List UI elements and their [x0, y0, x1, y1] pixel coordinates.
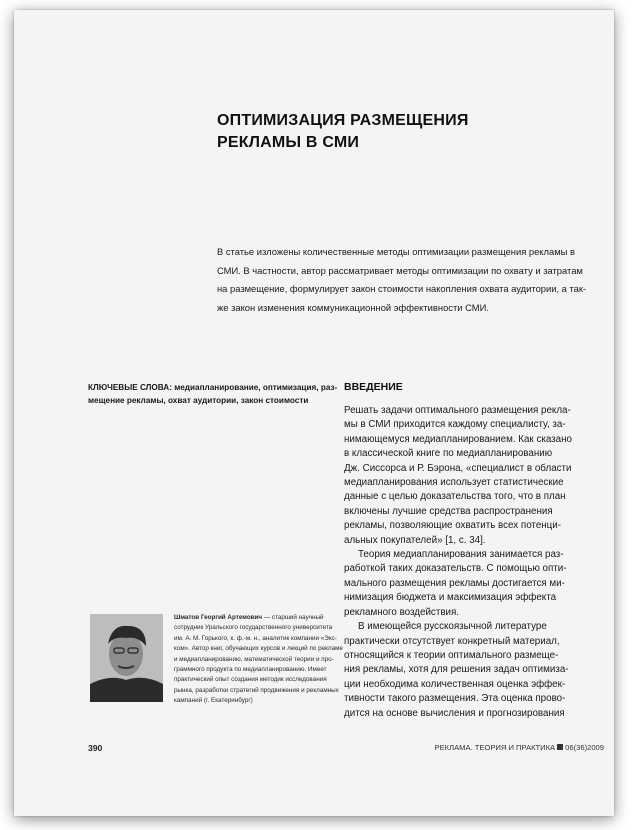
journal-issue: 06(36)2009: [565, 743, 604, 752]
journal-page: [14, 10, 614, 816]
abstract-line: СМИ. В частности, автор рассматривает методы оптимизации по охвату и затратам: [217, 264, 583, 276]
body-line: рекламного воздействия.: [344, 606, 460, 618]
article-body: [344, 404, 599, 721]
keywords-line: КЛЮЧЕВЫЕ СЛОВА: медиапланирование, оптимизация, раз-: [88, 383, 338, 392]
author-bio-line: и медиапланированию, математической теории и про-: [174, 655, 334, 663]
abstract-line: же закон изменения коммуникационной эффективности СМИ.: [217, 301, 489, 313]
author-portrait-image: [90, 614, 163, 702]
page-number: 390: [88, 743, 103, 753]
body-line: Дж. Сиссорса и Р. Бэрона, «специалист в области: [344, 462, 572, 474]
author-bio-line: практический опыт создания методик исследования: [174, 676, 327, 684]
journal-name: РЕКЛАМА. ТЕОРИЯ И ПРАКТИКА: [434, 743, 556, 752]
journal-footer: [414, 743, 604, 752]
author-bio-line: рынка, разработки стратегий продвижения и рекламных: [174, 686, 339, 694]
body-line: ции необходима количественная оценка эффек-: [344, 678, 566, 690]
body-line: медиапланирования использует статистические: [344, 477, 564, 489]
author-bio-line: сотрудник Уральского государственного университета: [174, 624, 333, 632]
body-line: мального размещения рекламы достигается ми-: [344, 577, 565, 589]
body-line: дится на основе вычисления и прогнозирования: [344, 707, 565, 719]
body-line: работкой таких доказательств. С помощью опти-: [344, 563, 567, 575]
author-bio-line: граммного продукта по медиапланированию. Имеет: [174, 666, 327, 674]
author-bio-line: кампаний (г. Екатеринбург): [174, 697, 253, 705]
title-line: РЕКЛАМЫ В СМИ: [217, 134, 360, 151]
keywords: [88, 382, 338, 407]
body-line: альных покупателей» [1, с. 34].: [344, 534, 486, 546]
article-title: [217, 110, 597, 154]
abstract-line: В статье изложены количественные методы оптимизации размещения рекламы в: [217, 246, 575, 257]
body-line: данные с целью доказательства того, что в план: [344, 491, 566, 503]
author-bio-line-rest: — старший научный: [262, 614, 324, 621]
author-name: Шматов Георгий Артемович — старший научный: [174, 614, 324, 621]
keywords-line: мещение рекламы, охват аудитории, закон стоимости: [88, 395, 309, 405]
title-line: ОПТИМИЗАЦИЯ РАЗМЕЩЕНИЯ: [217, 112, 469, 129]
body-line: ния рекламы, хотя для решения задач оптимиза-: [344, 664, 569, 676]
body-line: Теория медиапланирования занимается раз-: [358, 549, 564, 561]
article-abstract: [217, 243, 605, 317]
body-line: в классической книге по медиапланированию: [344, 448, 553, 460]
abstract-line: на размещение, формулирует закон стоимости накопления охвата аудитории, а так-: [217, 283, 587, 295]
body-line: нимающемуся медиапланированием. Как сказано: [344, 433, 572, 445]
body-line: относящийся к теории оптимального размеще-: [344, 649, 559, 661]
body-line: включены лучшие средства распространения: [344, 505, 553, 517]
author-bio-line: им. А. М. Горького, к. ф.-м. н., аналитик компании «Экс-: [174, 634, 337, 642]
section-heading: ВВЕДЕНИЕ: [344, 381, 403, 393]
body-line: практически отсутствует конкретный материал,: [344, 635, 560, 647]
body-line: тивности такого размещения. Эта оценка прово-: [344, 693, 566, 705]
body-line: Решать задачи оптимального размещения рекла-: [344, 405, 571, 416]
body-line: рекламы, позволяющие охватить всех потенци-: [344, 520, 562, 532]
author-bio: [174, 613, 344, 707]
body-line: В имеющейся русскоязычной литературе: [358, 621, 547, 633]
body-line: нимизация бюджета и максимизация эффекта: [344, 592, 557, 604]
author-bio-line: ком». Автор книг, обучающих курсов и лекций по рекламе: [174, 645, 343, 653]
square-separator-icon: [557, 744, 563, 750]
author-photo: [90, 614, 163, 702]
body-line: мы в СМИ приходится каждому специалисту, за-: [344, 419, 566, 431]
